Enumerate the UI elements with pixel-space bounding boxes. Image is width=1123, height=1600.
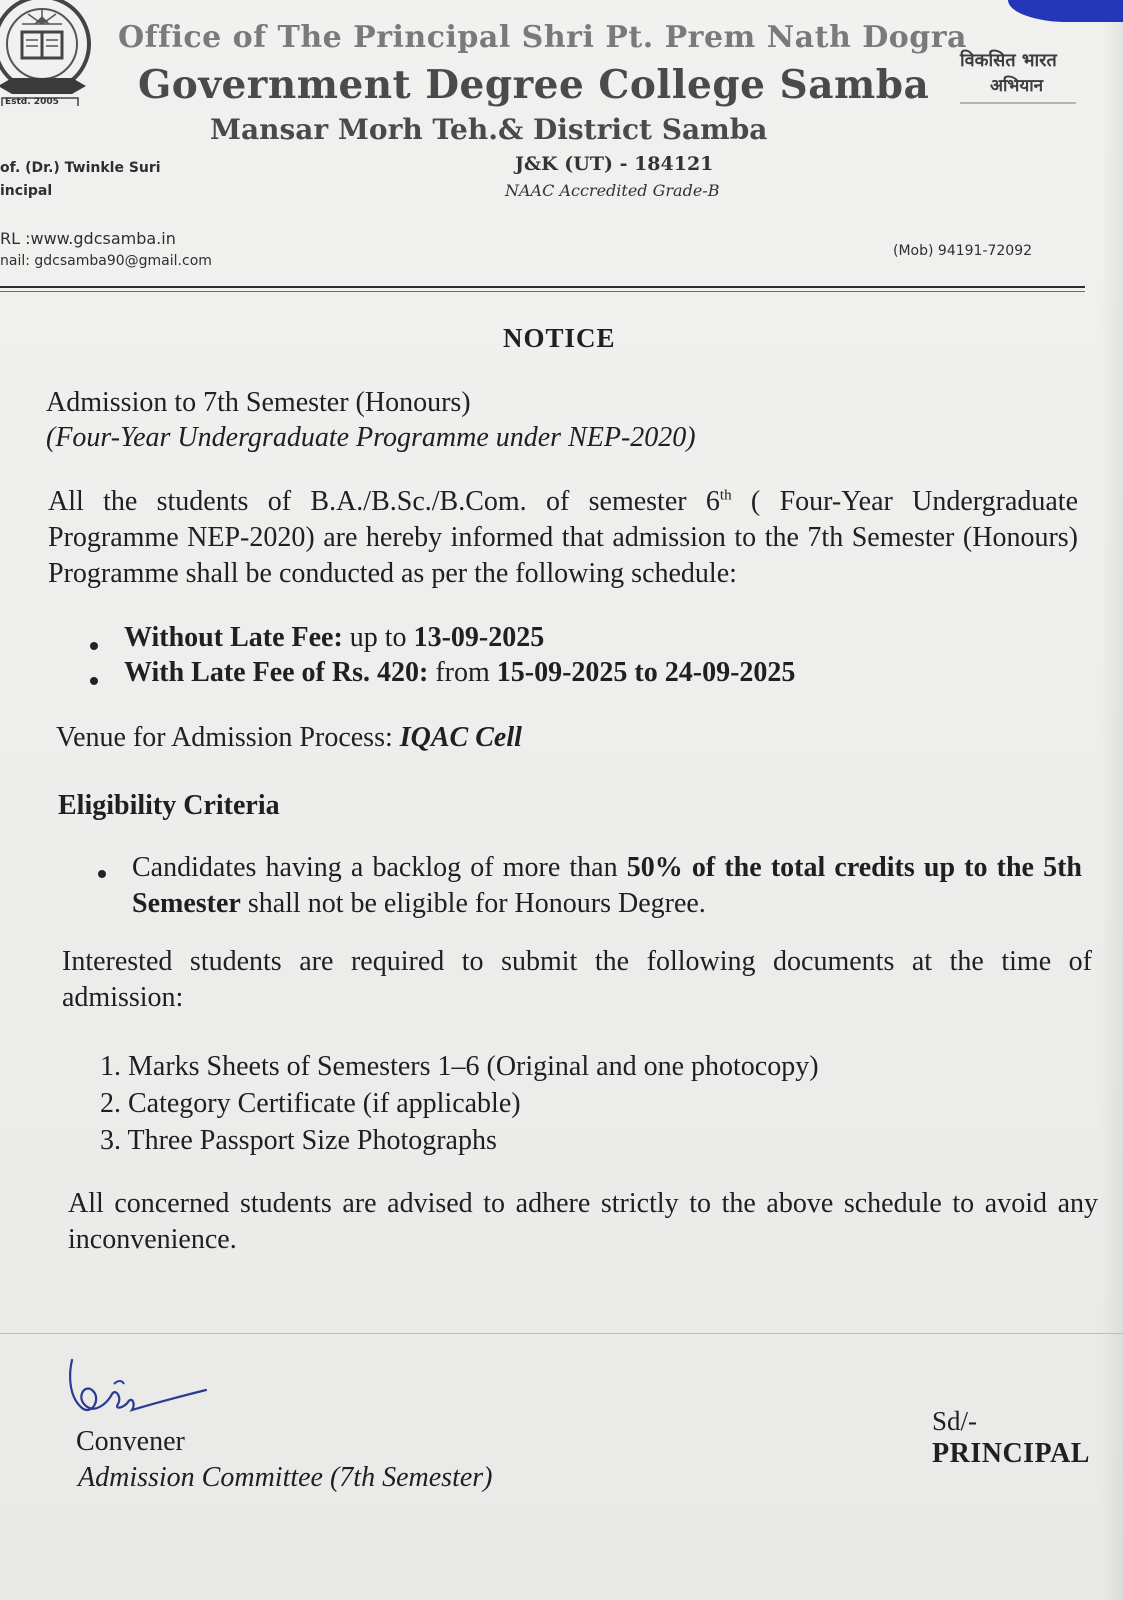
header-divider (0, 286, 1085, 288)
campaign-deco-icon (960, 98, 1076, 108)
bullet-icon (90, 677, 98, 685)
eligibility-heading: Eligibility Criteria (58, 790, 280, 821)
schedule-label: With Late Fee of Rs. 420: (124, 657, 429, 688)
college-logo-icon (0, 0, 96, 106)
principal-name: of. (Dr.) Twinkle Suri (0, 160, 161, 176)
list-item: 3. Three Passport Size Photographs (100, 1125, 497, 1156)
signature-icon (62, 1358, 212, 1430)
campaign-logo (960, 48, 1080, 118)
list-item: 1. Marks Sheets of Semesters 1–6 (Original and one photocopy) (100, 1051, 819, 1082)
logo-estd-text: Estd. 2005 (5, 97, 59, 107)
schedule-text: up to (342, 622, 414, 653)
schedule-date: 13-09-2025 (413, 622, 545, 653)
intro-paragraph (48, 484, 1078, 592)
venue-value: IQAC Cell (399, 722, 522, 753)
bullet-icon (98, 870, 106, 878)
footer-divider (0, 1333, 1123, 1334)
sd-label: Sd/- (932, 1406, 978, 1436)
region-line: J&K (UT) - 184121 (515, 153, 714, 175)
venue-label: Venue for Admission Process: (56, 722, 400, 753)
documents-list (100, 1048, 819, 1159)
schedule-text: from (428, 657, 497, 688)
email-address: nail: gdcsamba90@gmail.com (0, 253, 212, 269)
bullet-icon (90, 642, 98, 650)
college-name: Government Degree College Samba (138, 62, 930, 108)
principal-signatory: PRINCIPAL (932, 1438, 1090, 1469)
address-line: Mansar Morh Teh.& District Samba (210, 113, 768, 146)
website-url: RL :www.gdcsamba.in (0, 229, 176, 248)
header-divider-thin (0, 291, 1085, 292)
notice-subject: Admission to 7th Semester (Honours) (46, 387, 471, 418)
intro-part-1: All the students of B.A./B.Sc./B.Com. of semester 6 (48, 486, 720, 517)
accreditation-line: NAAC Accredited Grade-B (505, 181, 720, 200)
venue-line (56, 722, 522, 754)
list-item: 2. Category Certificate (if applicable) (100, 1088, 521, 1119)
eligibility-criterion (132, 850, 1082, 922)
notice-title: NOTICE (503, 323, 616, 353)
documents-intro: Interested students are required to submit the following documents at the time of admission: (62, 946, 1092, 1013)
campaign-line-2: अभियान (990, 76, 1044, 96)
principal-title: incipal (0, 183, 53, 199)
office-line: Office of The Principal Shri Pt. Prem Nath Dogra (118, 20, 967, 55)
eligibility-part-1: Candidates having a backlog of more than (132, 852, 627, 883)
eligibility-bold: 50% of the total credits up to the 5th Semester (132, 852, 1082, 919)
schedule-label: Without Late Fee: (124, 622, 343, 653)
intro-superscript: th (719, 487, 732, 504)
page-shadow-edge (1101, 0, 1123, 1600)
intro-part-2: ( Four-Year Undergraduate Programme NEP-2020) are hereby informed that admission to the 7th Semester (Honours) Programme shall be conducted as per the following schedule: (48, 486, 1079, 589)
notice-subject-sub: (Four-Year Undergraduate Programme under NEP-2020) (46, 422, 696, 453)
campaign-line-1: विकसित भारत (960, 50, 1057, 71)
eligibility-part-2: shall not be eligible for Honours Degree. (240, 888, 706, 919)
convener-label: Convener (76, 1426, 185, 1457)
mobile-number: (Mob) 94191-72092 (893, 243, 1033, 259)
closing-paragraph: All concerned students are advised to adhere strictly to the above schedule to avoid any inconvenience. (68, 1188, 1098, 1255)
schedule-item (124, 657, 795, 689)
schedule-date: 15-09-2025 to 24-09-2025 (496, 657, 796, 688)
schedule-item (124, 622, 544, 654)
committee-label: Admission Committee (7th Semester) (78, 1462, 493, 1493)
